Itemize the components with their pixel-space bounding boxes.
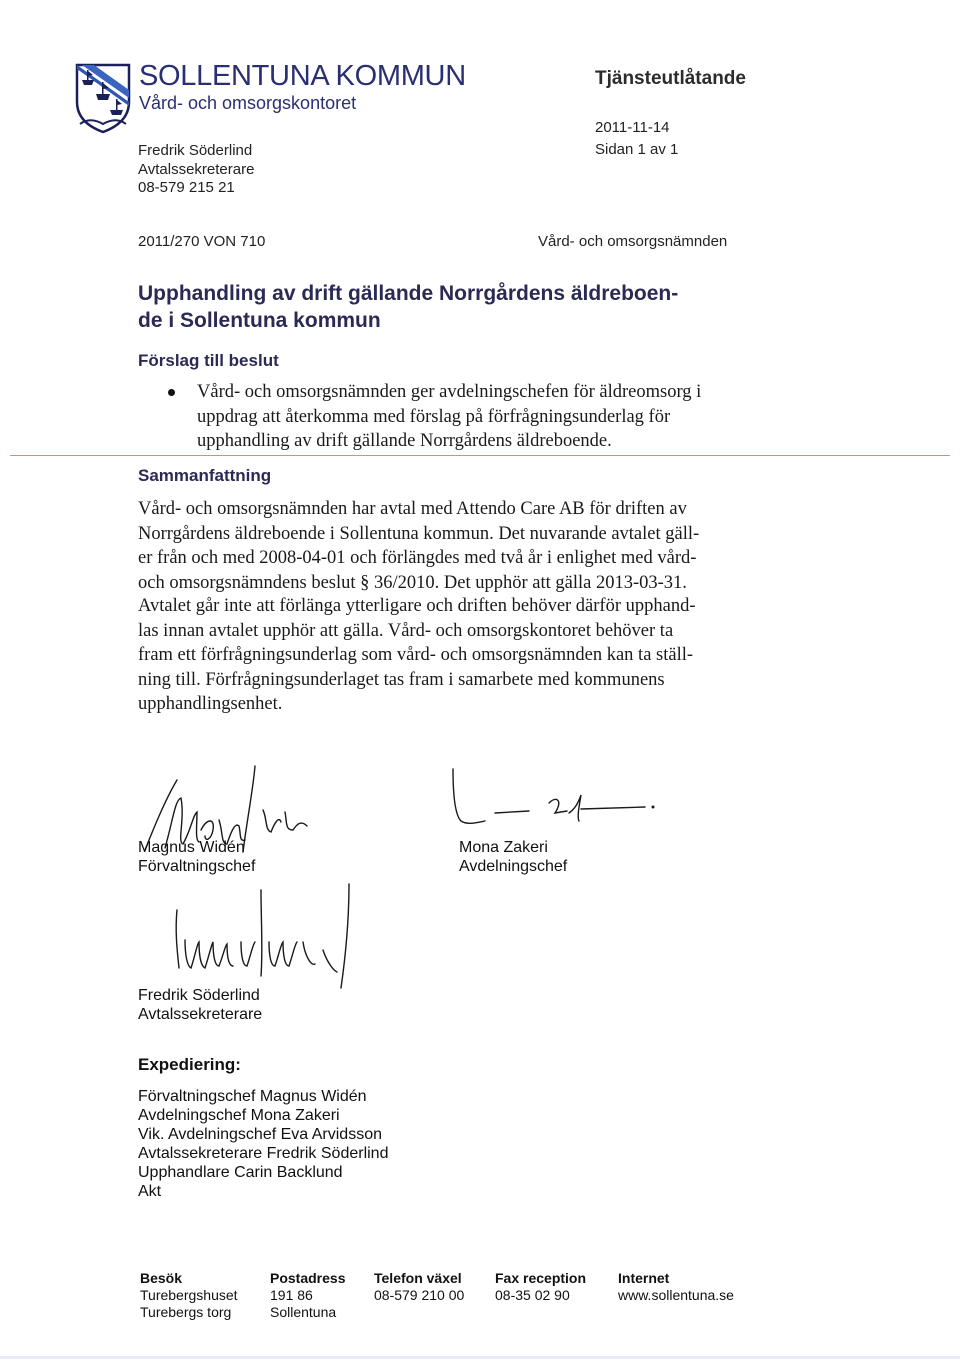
author-name: Fredrik Söderlind — [138, 142, 253, 159]
divider — [10, 455, 950, 456]
office-name: Vård- och omsorgskontoret — [139, 93, 357, 113]
footer-value: 191 86 — [270, 1287, 313, 1303]
list-item: Förvaltningschef Magnus Widén — [138, 1088, 367, 1105]
footer-website-link[interactable]: www.sollentuna.se — [618, 1287, 734, 1303]
proposal-line: uppdrag att återkomma med förslag på förfrågningsunderlag för — [197, 406, 671, 427]
summary-line: Norrgårdens äldreboende i Sollentuna kommun. Det nuvarande avtalet gäll- — [138, 523, 700, 544]
document-title — [138, 280, 788, 334]
proposal-heading: Förslag till beslut — [138, 351, 279, 370]
list-item: Avdelningschef Mona Zakeri — [138, 1107, 340, 1124]
footer-value: Turebergshuset — [140, 1287, 238, 1303]
summary-line: fram ett förfrågningsunderlag som vård- och omsorgsnämnden kan ta ställ- — [138, 645, 694, 665]
footer-label: Internet — [618, 1270, 670, 1286]
summary-heading: Sammanfattning — [138, 466, 272, 485]
list-item: Vik. Avdelningschef Eva Arvidsson — [138, 1126, 382, 1143]
summary-paragraph-1 — [138, 497, 699, 595]
footer-label: Fax reception — [495, 1270, 587, 1286]
title-line: de i Sollentuna kommun — [138, 309, 381, 332]
signature-fredrik-soderlind — [165, 880, 365, 990]
proposal-text — [197, 380, 701, 454]
reference-number: 2011/270 VON 710 — [138, 233, 266, 250]
list-item: Upphandlare Carin Backlund — [138, 1164, 343, 1181]
signature-mona-zakeri — [445, 765, 660, 835]
signer-1-title: Förvaltningschef — [138, 858, 256, 875]
footer-value: 08-35 02 90 — [495, 1287, 570, 1303]
signer-2-title: Avdelningschef — [459, 858, 568, 875]
page-bottom-edge — [0, 1356, 960, 1359]
summary-line: las innan avtalet upphör att gälla. Vård- och omsorgskontoret behöver ta — [138, 620, 674, 641]
distribution-list — [138, 1087, 388, 1201]
organization-name: SOLLENTUNA KOMMUN — [139, 60, 466, 92]
footer-postal — [270, 1270, 345, 1321]
footer-label: Telefon växel — [374, 1270, 462, 1286]
summary-line: Avtalet går inte att förlänga ytterligare och driften behöver därför upphand- — [138, 596, 696, 616]
footer-label: Postadress — [270, 1270, 346, 1286]
signer-2-name: Mona Zakeri — [459, 839, 548, 856]
signer-3-name: Fredrik Söderlind — [138, 987, 260, 1004]
recipient: Vård- och omsorgsnämnden — [538, 233, 728, 250]
footer-label: Besök — [140, 1270, 183, 1286]
footer-value: Sollentuna — [270, 1304, 337, 1320]
footer-phone — [374, 1270, 464, 1304]
summary-line: ning till. Förfrågningsunderlaget tas fram i samarbete med kommunens — [138, 669, 665, 690]
list-item: Akt — [138, 1183, 162, 1200]
proposal-line: Vård- och omsorgsnämnden ger avdelningschefen för äldreomsorg i — [197, 382, 702, 402]
author-title: Avtalssekreterare — [138, 161, 255, 178]
title-line: Upphandling av drift gällande Norrgårdens äldreboen- — [138, 282, 679, 305]
author-phone: 08-579 215 21 — [138, 179, 235, 196]
footer-fax — [495, 1270, 586, 1304]
document-type: Tjänsteutlåtande — [595, 68, 746, 89]
footer-value: 08-579 210 00 — [374, 1287, 465, 1303]
summary-line: Vård- och omsorgsnämnden har avtal med Attendo Care AB för driften av — [138, 499, 687, 519]
summary-line: och omsorgsnämndens beslut § 36/2010. Det upphör att gälla 2013-03-31. — [138, 572, 687, 593]
coat-of-arms-icon — [74, 62, 132, 134]
distribution-heading: Expediering: — [138, 1055, 241, 1074]
summary-line: er från och med 2008-04-01 och förlängdes med två år i enlighet med vård- — [138, 548, 697, 568]
summary-paragraph-2 — [138, 594, 696, 717]
list-item: Avtalssekreterare Fredrik Söderlind — [138, 1145, 389, 1162]
document-date: 2011-11-14 — [595, 119, 670, 136]
proposal-line: upphandling av drift gällande Norrgårdens äldreboende. — [197, 431, 612, 451]
footer-internet — [618, 1270, 734, 1304]
bullet-icon — [168, 389, 175, 396]
footer-visit — [140, 1270, 238, 1321]
page-number: Sidan 1 av 1 — [595, 141, 679, 158]
summary-line: upphandlingsenhet. — [138, 694, 283, 714]
signer-1-name: Magnus Widén — [138, 839, 245, 856]
signer-3-title: Avtalssekreterare — [138, 1006, 263, 1023]
footer-value: Turebergs torg — [140, 1304, 232, 1320]
